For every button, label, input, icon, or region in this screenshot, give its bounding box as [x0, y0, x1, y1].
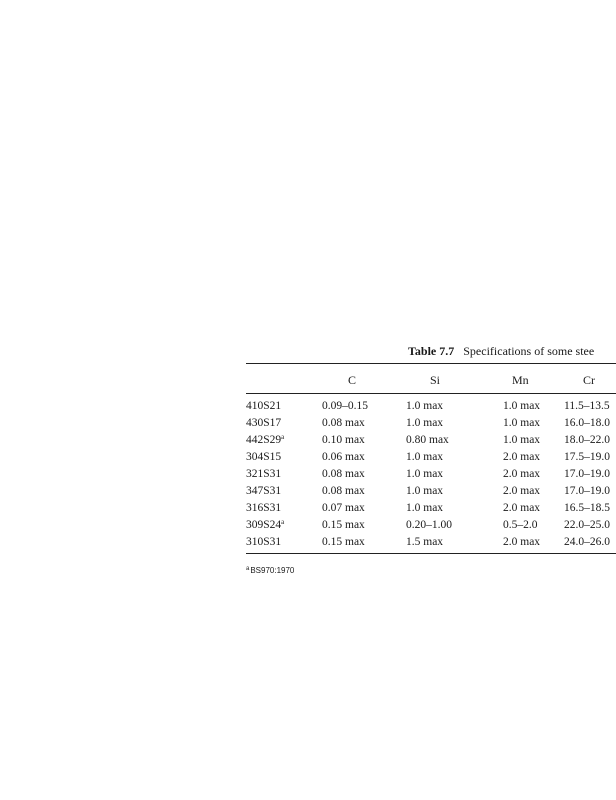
manganese-cell: 2.0 max: [503, 502, 541, 514]
chromium-cell: 11.5–13.5: [564, 400, 610, 412]
table-row: [246, 449, 616, 466]
carbon-cell: 0.15 max: [322, 536, 365, 548]
grade-cell: 347S31: [246, 485, 282, 497]
table-row: [246, 500, 616, 517]
manganese-cell: 0.5–2.0: [503, 519, 538, 531]
carbon-cell: 0.10 max: [322, 434, 365, 446]
chromium-cell: 17.0–19.0: [564, 485, 610, 497]
table-row: [246, 483, 616, 500]
footnote-mark: a: [246, 566, 250, 572]
carbon-cell: 0.06 max: [322, 451, 365, 463]
silicon-cell: 1.5 max: [406, 536, 444, 548]
chromium-cell: 17.0–19.0: [564, 468, 610, 480]
carbon-cell: 0.09–0.15: [322, 400, 368, 412]
carbon-cell: 0.08 max: [322, 485, 365, 497]
silicon-cell: 1.0 max: [406, 485, 444, 497]
table-bottom-rule: [246, 553, 616, 554]
chromium-cell: 24.0–26.0: [564, 536, 610, 548]
carbon-cell: 0.08 max: [322, 468, 365, 480]
column-header-si: Si: [430, 373, 441, 387]
table-footnote: [246, 566, 294, 576]
table-row: [246, 466, 616, 483]
silicon-cell: 1.0 max: [406, 468, 444, 480]
column-header-c: C: [348, 373, 357, 387]
chromium-cell: 18.0–22.0: [564, 434, 610, 446]
carbon-cell: 0.08 max: [322, 417, 365, 429]
header-rule: [246, 393, 616, 394]
grade-cell: 309S24$^a$: [246, 518, 285, 531]
grade-cell: 316S31: [246, 502, 282, 514]
grade-cell: 304S15: [246, 451, 282, 463]
table-row: [246, 517, 616, 534]
silicon-cell: 1.0 max: [406, 400, 444, 412]
chromium-cell: 22.0–25.0: [564, 519, 610, 531]
table-top-rule: [246, 363, 616, 364]
silicon-cell: 0.20–1.00: [406, 519, 452, 531]
manganese-cell: 1.0 max: [503, 417, 541, 429]
manganese-cell: 2.0 max: [503, 451, 541, 463]
silicon-cell: 0.80 max: [406, 434, 449, 446]
grade-cell: 321S31: [246, 468, 282, 480]
table-row: [246, 415, 616, 432]
column-header-mn: Mn: [512, 373, 529, 387]
table-row: [246, 534, 616, 551]
table-row: [246, 432, 616, 449]
manganese-cell: 1.0 max: [503, 400, 541, 412]
silicon-cell: 1.0 max: [406, 451, 444, 463]
grade-cell: 410S21: [246, 400, 282, 412]
manganese-cell: 1.0 max: [503, 434, 541, 446]
chromium-cell: 17.5–19.0: [564, 451, 610, 463]
manganese-cell: 2.0 max: [503, 485, 541, 497]
silicon-cell: 1.0 max: [406, 417, 444, 429]
table-body: [246, 398, 616, 551]
chromium-cell: 16.0–18.0: [564, 417, 610, 429]
table-number: Table 7.7: [408, 344, 455, 358]
manganese-cell: 2.0 max: [503, 536, 541, 548]
grade-cell: 442S29$^a$: [246, 433, 285, 446]
table-row: [246, 398, 616, 415]
table-title: Specifications of some stee: [463, 344, 595, 358]
table-caption: [408, 344, 594, 358]
column-header-cr: Cr: [583, 373, 595, 387]
manganese-cell: 2.0 max: [503, 468, 541, 480]
carbon-cell: 0.15 max: [322, 519, 365, 531]
silicon-cell: 1.0 max: [406, 502, 444, 514]
grade-cell: 430S17: [246, 417, 282, 429]
chromium-cell: 16.5–18.5: [564, 502, 610, 514]
footnote-text: BS970:1970: [250, 566, 295, 575]
grade-cell: 310S31: [246, 536, 282, 548]
carbon-cell: 0.07 max: [322, 502, 365, 514]
